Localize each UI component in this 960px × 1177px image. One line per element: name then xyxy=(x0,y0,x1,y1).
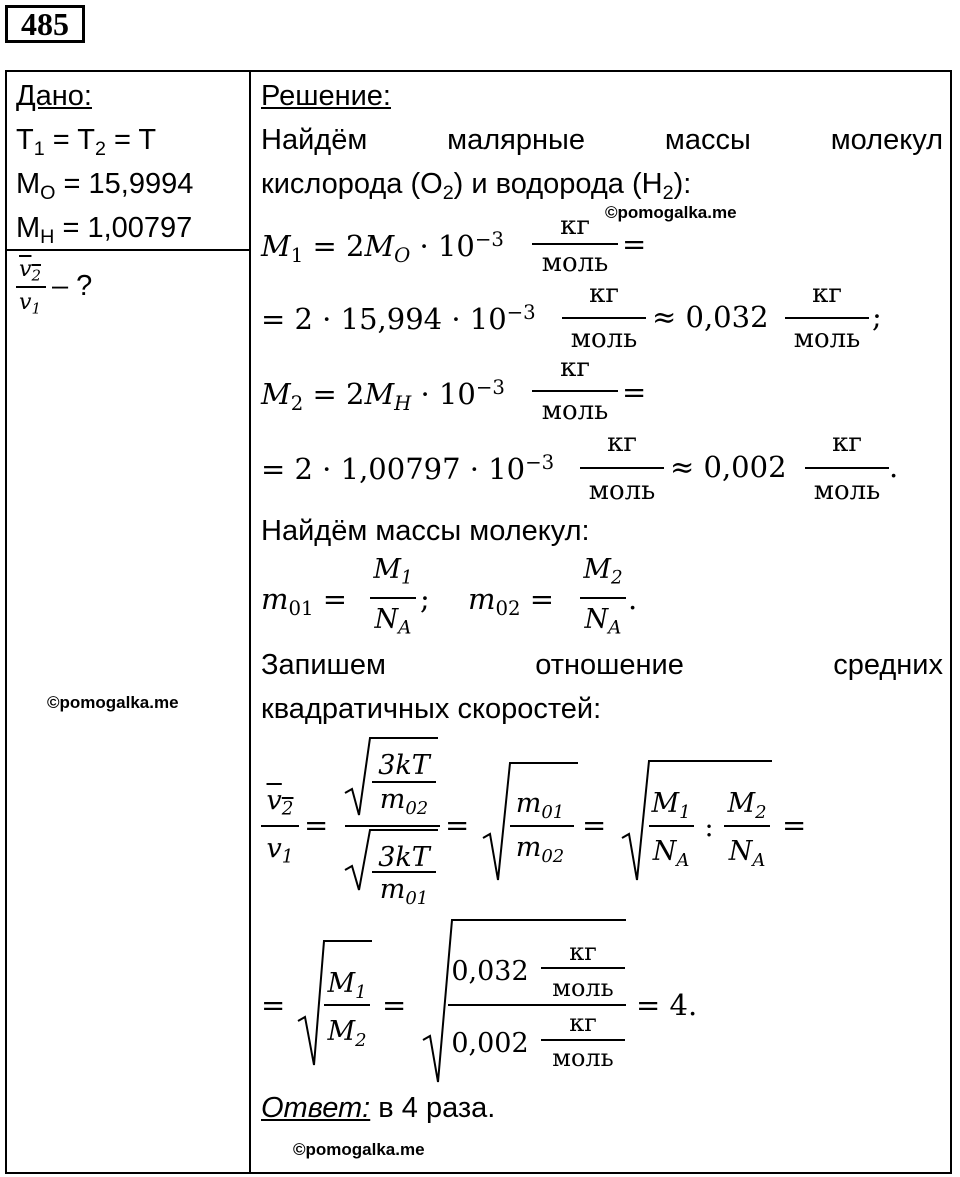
solution-para-3b: квадратичных скоростей: xyxy=(261,693,602,725)
given-line-1: $T_1 = T_2 = T$ xyxy=(16,124,157,160)
answer-text: в 4 раза. xyxy=(370,1092,496,1124)
svg-text:M2: $M_2$ xyxy=(327,1016,367,1051)
solution-header: Решение: xyxy=(261,80,391,112)
svg-text:3kT: 3kT xyxy=(378,750,430,781)
answer xyxy=(261,1094,495,1123)
svg-text:0,002: 0,002 xyxy=(451,1028,529,1059)
svg-text:3kT: 3kT xyxy=(378,842,430,873)
svg-text:моль: моль xyxy=(552,1044,614,1072)
given-line-2: $M_O = 15,9994$ xyxy=(16,168,194,204)
svg-text:кг: кг xyxy=(569,1009,597,1037)
svg-text:0,032: 0,032 xyxy=(451,956,529,987)
solution-para-1b: кислорода $(O_2)$ и водорода $(H_2)$: xyxy=(261,168,692,204)
svg-text:NA: $N_A$ xyxy=(652,836,690,871)
solution-para-3a: Запишем отношение средних xyxy=(261,649,943,681)
svg-text:кг: кг xyxy=(569,938,597,966)
svg-text:m02: $m_{02}$ xyxy=(379,784,429,819)
watermark-1: ©pomogalka.me xyxy=(605,203,737,222)
solution-para-1a: Найдём малярные массы молекул xyxy=(261,124,943,156)
problem-number: 485 xyxy=(5,5,85,43)
svg-text:M1: $M_1$ xyxy=(327,968,367,1003)
svg-text:m01: $m_{01}$ xyxy=(515,788,565,823)
answer-label: Ответ: xyxy=(261,1092,371,1124)
svg-text:m01: $m_{01}$ xyxy=(379,874,429,909)
solution-para-2: Найдём массы молекул: xyxy=(261,515,590,547)
svg-text:m02: $m_{02}$ xyxy=(515,832,565,867)
svg-text:M1: $M_1$ xyxy=(651,788,691,823)
svg-text:моль: моль xyxy=(552,974,614,1002)
watermark-3: ©pomogalka.me xyxy=(293,1140,425,1159)
svg-text:NA: $N_A$ xyxy=(728,836,766,871)
svg-text::: : xyxy=(704,812,714,843)
given-header: Дано: xyxy=(16,80,92,112)
watermark-2: ©pomogalka.me xyxy=(47,693,179,712)
given-line-3: $M_H = 1,00797$ xyxy=(16,212,193,248)
svg-text:M2: $M_2$ xyxy=(727,788,767,823)
